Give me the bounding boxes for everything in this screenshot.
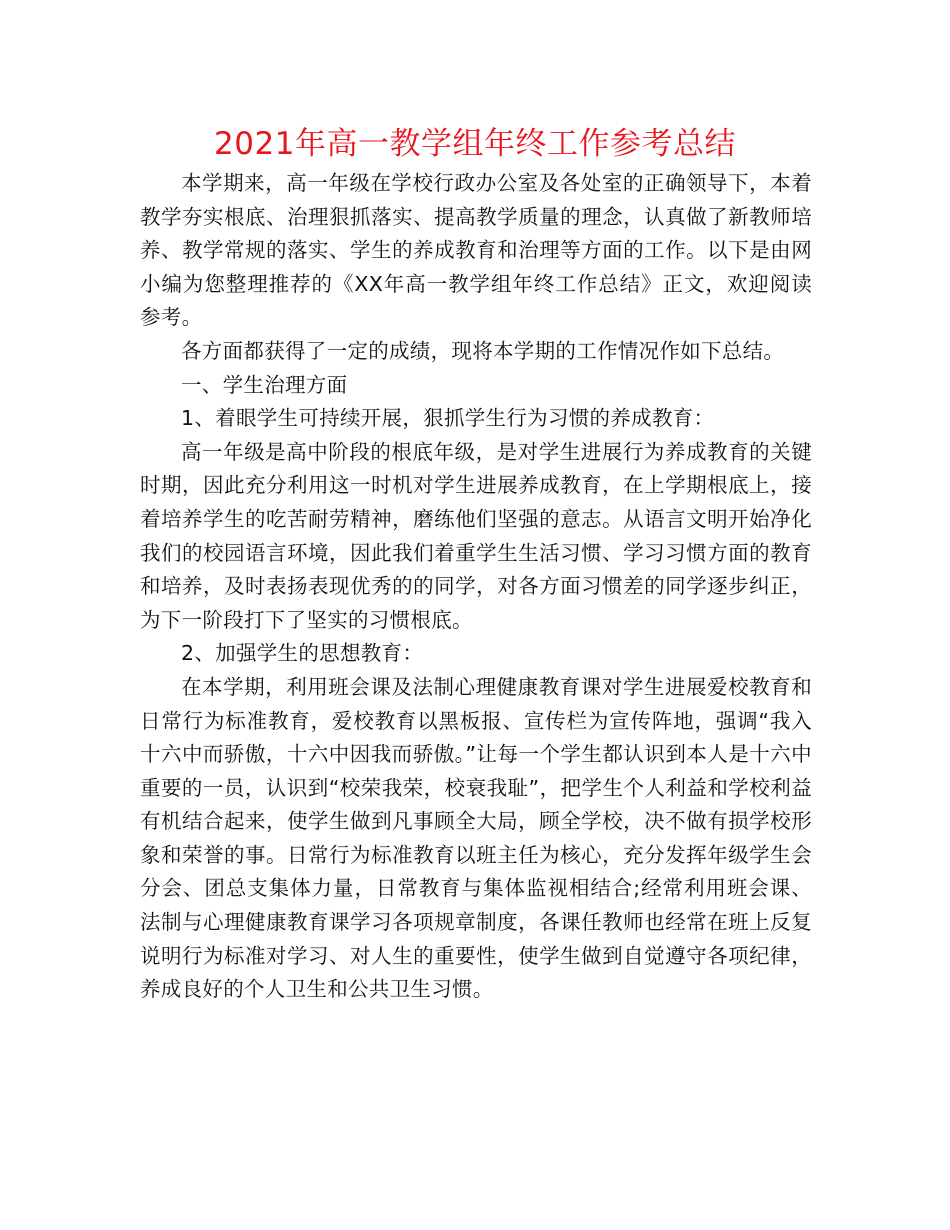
document-body xyxy=(140,167,812,1007)
section-heading-student-management: 一、学生治理方面 xyxy=(181,372,348,397)
paragraph-habit-education: 高一年级是高中阶段的根底年级，是对学生进展行为养成教育的关键时期，因此充分利用这一时机对学生进展养成教育，在上学期根底上，接着培养学生的吃苦耐劳精神，磨练他们坚强的意志。从语言文明开始净化我们的校园语言环境，因此我们着重学生生活习惯、学习习惯方面的教育和培养，及时表扬表现优秀的的同学，对各方面习惯差的同学逐步纠正，为下一阶段打下了坚实的习惯根底。 xyxy=(140,439,812,632)
paragraph-summary: 各方面都获得了一定的成绩，现将本学期的工作情况作如下总结。 xyxy=(181,338,785,363)
subheading-habit-education: 1、着眼学生可持续开展，狠抓学生行为习惯的养成教育： xyxy=(181,406,715,431)
paragraph-ideological-education: 在本学期，利用班会课及法制心理健康教育课对学生进展爱校教育和日常行为标准教育，爱校教育以黑板报、宣传栏为宣传阵地，强调“我入十六中而骄傲，十六中因我而骄傲。”让每一个学生都认识到本人是十六中重要的一员，认识到“校荣我荣，校衰我耻”，把学生个人利益和学校利益有机结合起来，使学生做到凡事顾全大局，顾全学校，决不做有损学校形象和荣誉的事。日常行为标准教育以班主任为核心，充分发挥年级学生会分会、团总支集体力量，日常教育与集体监视相结合;经常利用班会课、法制与心理健康教育课学习各项规章制度，各课任教师也经常在班上反复说明行为标准对学习、对人生的重要性，使学生做到自觉遵守各项纪律，养成良好的个人卫生和公共卫生习惯。 xyxy=(140,674,812,1002)
subheading-ideological-education: 2、加强学生的思想教育： xyxy=(181,641,424,666)
document-title: 2021年高一教学组年终工作参考总结 xyxy=(214,126,736,162)
paragraph-intro: 本学期来，高一年级在学校行政办公室及各处室的正确领导下，本着教学夯实根底、治理狠抓落实、提高教学质量的理念，认真做了新教师培养、教学常规的落实、学生的养成教育和治理等方面的工作。以下是由网小编为您整理推荐的《XX年高一教学组年终工作总结》正文，欢迎阅读参考。 xyxy=(140,171,812,330)
